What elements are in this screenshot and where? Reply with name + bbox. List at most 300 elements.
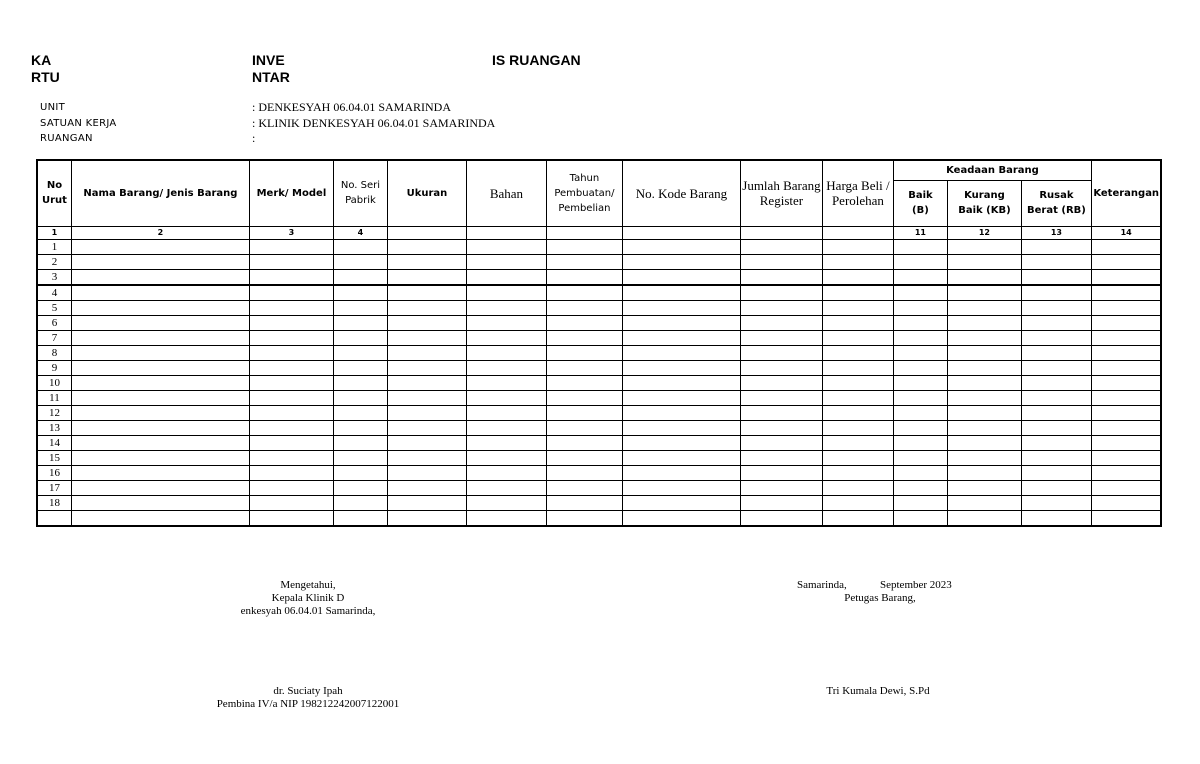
table-cell	[893, 465, 947, 480]
table-cell	[466, 495, 546, 510]
table-cell	[249, 420, 333, 435]
table-cell	[893, 254, 947, 269]
table-cell	[893, 480, 947, 495]
table-row	[37, 495, 1161, 510]
row-number: 14	[37, 435, 71, 450]
table-cell	[1021, 300, 1091, 315]
table-cell	[249, 480, 333, 495]
table-cell	[822, 254, 893, 269]
table-cell	[71, 330, 249, 345]
row-number: 6	[37, 315, 71, 330]
table-cell	[387, 254, 466, 269]
table-cell	[740, 360, 822, 375]
table-cell	[893, 390, 947, 405]
table-cell	[249, 330, 333, 345]
inventory-table	[36, 159, 1162, 527]
table-cell	[740, 435, 822, 450]
column-number: 12	[947, 226, 1021, 239]
table-cell	[947, 495, 1021, 510]
table-cell	[1091, 315, 1161, 330]
table-cell	[947, 239, 1021, 254]
table-cell	[249, 269, 333, 285]
table-cell	[466, 375, 546, 390]
table-cell	[1091, 465, 1161, 480]
table-cell	[71, 495, 249, 510]
table-cell	[546, 330, 622, 345]
table-cell	[893, 285, 947, 301]
header-jumlah-barang: Jumlah Barang Register	[740, 160, 822, 226]
table-cell	[249, 450, 333, 465]
left-mengetahui: Mengetahui,	[280, 579, 336, 591]
table-cell	[249, 285, 333, 301]
left-nip: Pembina IV/a NIP 198212242007122001	[216, 698, 400, 710]
table-cell	[466, 390, 546, 405]
table-row	[37, 330, 1161, 345]
table-cell	[387, 480, 466, 495]
table-cell	[546, 315, 622, 330]
table-cell	[822, 495, 893, 510]
table-cell	[71, 285, 249, 301]
left-name: dr. Suciaty Ipah	[273, 685, 343, 697]
table-cell	[1091, 239, 1161, 254]
table-cell	[71, 375, 249, 390]
table-cell	[622, 450, 740, 465]
table-cell	[387, 330, 466, 345]
table-cell	[466, 239, 546, 254]
table-cell	[947, 465, 1021, 480]
table-cell	[387, 269, 466, 285]
table-cell	[71, 239, 249, 254]
table-cell	[387, 405, 466, 420]
table-cell	[622, 495, 740, 510]
signature-left	[168, 579, 448, 618]
meta-unit-value: : DENKESYAH 06.04.01 SAMARINDA	[252, 100, 452, 114]
column-number: 3	[249, 226, 333, 239]
table-cell	[249, 375, 333, 390]
right-date: September 2023	[880, 579, 952, 591]
title-middle	[252, 52, 290, 86]
table-cell	[1021, 405, 1091, 420]
table-cell	[947, 435, 1021, 450]
table-cell	[947, 330, 1021, 345]
table-cell	[740, 390, 822, 405]
table-cell	[546, 450, 622, 465]
table-row	[37, 300, 1161, 315]
table-cell	[546, 300, 622, 315]
left-unit: enkesyah 06.04.01 Samarinda,	[240, 605, 376, 617]
table-cell	[387, 315, 466, 330]
table-cell	[71, 315, 249, 330]
table-row	[37, 269, 1161, 285]
row-number: 18	[37, 495, 71, 510]
table-cell	[1091, 269, 1161, 285]
table-cell	[822, 360, 893, 375]
column-number	[622, 226, 740, 239]
table-cell	[466, 345, 546, 360]
table-row	[37, 390, 1161, 405]
table-cell	[822, 510, 893, 526]
table-cell	[622, 239, 740, 254]
title-right-line1: IS RUANGAN	[492, 52, 581, 68]
table-cell	[1021, 285, 1091, 301]
table-cell	[71, 450, 249, 465]
table-cell	[71, 480, 249, 495]
table-cell	[622, 254, 740, 269]
table-cell	[333, 239, 387, 254]
column-number: 11	[893, 226, 947, 239]
header-keterangan: Keterangan	[1091, 160, 1161, 226]
meta-ruangan-value: :	[252, 131, 256, 145]
table-cell	[893, 450, 947, 465]
table-cell	[947, 390, 1021, 405]
table-cell	[387, 495, 466, 510]
right-place: Samarinda,	[797, 579, 847, 591]
table-cell	[822, 345, 893, 360]
table-cell	[740, 269, 822, 285]
left-kepala: Kepala Klinik D	[271, 592, 345, 604]
table-cell	[1021, 315, 1091, 330]
table-cell	[822, 480, 893, 495]
header-tahun: Tahun Pembuatan/ Pembelian	[546, 160, 622, 226]
table-cell	[466, 269, 546, 285]
right-role: Petugas Barang,	[844, 592, 916, 604]
table-cell	[740, 285, 822, 301]
table-cell	[622, 315, 740, 330]
table-cell	[466, 360, 546, 375]
signature-left-name-block	[168, 685, 448, 711]
table-cell	[466, 315, 546, 330]
table-cell	[249, 315, 333, 330]
table-cell	[893, 510, 947, 526]
table-row	[37, 435, 1161, 450]
table-cell	[71, 390, 249, 405]
table-cell	[546, 465, 622, 480]
row-number	[37, 510, 71, 526]
table-cell	[333, 345, 387, 360]
table-cell	[740, 480, 822, 495]
table-cell	[466, 285, 546, 301]
header-nama-barang: Nama Barang/ Jenis Barang	[71, 160, 249, 226]
title-left	[31, 52, 60, 86]
table-cell	[622, 360, 740, 375]
table-cell	[387, 420, 466, 435]
row-number: 13	[37, 420, 71, 435]
table-cell	[333, 315, 387, 330]
table-cell	[947, 285, 1021, 301]
table-cell	[822, 435, 893, 450]
table-cell	[947, 300, 1021, 315]
table-row	[37, 510, 1161, 526]
table-cell	[249, 345, 333, 360]
table-cell	[822, 239, 893, 254]
header-no-seri: No. Seri Pabrik	[333, 160, 387, 226]
table-cell	[546, 390, 622, 405]
table-cell	[822, 330, 893, 345]
title-right	[492, 52, 581, 69]
table-row	[37, 450, 1161, 465]
table-cell	[333, 285, 387, 301]
table-cell	[822, 375, 893, 390]
table-cell	[893, 300, 947, 315]
table-row	[37, 360, 1161, 375]
header-kode-barang: No. Kode Barang	[622, 160, 740, 226]
table-cell	[249, 390, 333, 405]
table-cell	[1021, 465, 1091, 480]
table-cell	[947, 254, 1021, 269]
table-cell	[387, 375, 466, 390]
table-row	[37, 405, 1161, 420]
header-no-urut: No Urut	[37, 160, 71, 226]
table-cell	[1021, 480, 1091, 495]
table-cell	[546, 239, 622, 254]
table-cell	[333, 300, 387, 315]
table-cell	[71, 269, 249, 285]
table-cell	[71, 510, 249, 526]
table-cell	[333, 390, 387, 405]
table-row	[37, 315, 1161, 330]
table-cell	[71, 254, 249, 269]
header-keadaan-barang: Keadaan Barang	[893, 160, 1091, 180]
table-cell	[1021, 450, 1091, 465]
table-cell	[622, 510, 740, 526]
table-cell	[249, 360, 333, 375]
column-number: 14	[1091, 226, 1161, 239]
table-cell	[333, 360, 387, 375]
header-ukuran: Ukuran	[387, 160, 466, 226]
table-cell	[947, 510, 1021, 526]
table-cell	[622, 300, 740, 315]
table-cell	[466, 420, 546, 435]
column-number-row	[37, 226, 1161, 239]
row-number: 8	[37, 345, 71, 360]
table-cell	[333, 495, 387, 510]
column-number: 4	[333, 226, 387, 239]
table-cell	[740, 239, 822, 254]
table-row	[37, 480, 1161, 495]
table-cell	[622, 405, 740, 420]
row-number: 2	[37, 254, 71, 269]
table-cell	[622, 285, 740, 301]
table-cell	[622, 330, 740, 345]
table-cell	[333, 480, 387, 495]
table-cell	[822, 450, 893, 465]
table-cell	[466, 300, 546, 315]
table-cell	[466, 330, 546, 345]
table-cell	[622, 480, 740, 495]
table-cell	[1021, 420, 1091, 435]
table-cell	[822, 300, 893, 315]
table-cell	[822, 405, 893, 420]
table-cell	[466, 510, 546, 526]
table-cell	[1091, 300, 1161, 315]
table-cell	[71, 435, 249, 450]
table-cell	[1021, 345, 1091, 360]
table-cell	[740, 405, 822, 420]
table-cell	[1091, 254, 1161, 269]
table-cell	[333, 405, 387, 420]
table-cell	[466, 450, 546, 465]
table-cell	[893, 420, 947, 435]
table-cell	[333, 465, 387, 480]
table-cell	[622, 269, 740, 285]
table-cell	[387, 435, 466, 450]
table-cell	[893, 360, 947, 375]
table-cell	[546, 510, 622, 526]
table-cell	[1091, 390, 1161, 405]
table-cell	[1091, 450, 1161, 465]
row-number: 5	[37, 300, 71, 315]
table-cell	[249, 465, 333, 480]
table-cell	[333, 510, 387, 526]
title-middle-line1: INVE	[252, 52, 285, 68]
table-cell	[466, 405, 546, 420]
column-number	[546, 226, 622, 239]
table-cell	[740, 254, 822, 269]
table-cell	[947, 450, 1021, 465]
table-cell	[1021, 330, 1091, 345]
row-number: 9	[37, 360, 71, 375]
table-cell	[249, 300, 333, 315]
table-cell	[1021, 239, 1091, 254]
table-cell	[740, 300, 822, 315]
table-row	[37, 375, 1161, 390]
table-row	[37, 345, 1161, 360]
row-number: 16	[37, 465, 71, 480]
title-left-line1: KA	[31, 52, 52, 68]
meta-unit-label: UNIT	[40, 102, 66, 113]
table-cell	[546, 375, 622, 390]
table-cell	[1091, 345, 1161, 360]
table-cell	[71, 300, 249, 315]
table-cell	[740, 330, 822, 345]
table-cell	[947, 360, 1021, 375]
table-cell	[822, 465, 893, 480]
right-name: Tri Kumala Dewi, S.Pd	[826, 685, 930, 697]
table-cell	[893, 435, 947, 450]
table-cell	[622, 375, 740, 390]
column-number: 2	[71, 226, 249, 239]
table-cell	[893, 495, 947, 510]
table-cell	[1021, 435, 1091, 450]
row-number: 11	[37, 390, 71, 405]
column-number: 1	[37, 226, 71, 239]
table-cell	[1021, 375, 1091, 390]
table-cell	[893, 405, 947, 420]
header-rusak-berat: Rusak Berat (RB)	[1021, 180, 1091, 226]
table-cell	[822, 285, 893, 301]
table-cell	[622, 420, 740, 435]
table-cell	[387, 360, 466, 375]
table-cell	[740, 345, 822, 360]
table-cell	[546, 345, 622, 360]
table-cell	[893, 375, 947, 390]
table-cell	[333, 420, 387, 435]
table-cell	[387, 450, 466, 465]
table-cell	[333, 269, 387, 285]
row-number: 15	[37, 450, 71, 465]
meta-satuan-label: SATUAN KERJA	[40, 118, 117, 129]
table-row	[37, 285, 1161, 301]
table-cell	[249, 405, 333, 420]
table-cell	[546, 480, 622, 495]
table-cell	[947, 405, 1021, 420]
table-cell	[387, 465, 466, 480]
table-cell	[466, 435, 546, 450]
table-cell	[1091, 360, 1161, 375]
table-cell	[1091, 435, 1161, 450]
table-cell	[387, 300, 466, 315]
table-cell	[71, 405, 249, 420]
table-cell	[893, 315, 947, 330]
table-cell	[947, 315, 1021, 330]
table-cell	[822, 315, 893, 330]
table-cell	[466, 254, 546, 269]
table-cell	[71, 465, 249, 480]
row-number: 1	[37, 239, 71, 254]
table-cell	[1091, 330, 1161, 345]
header-merk-model: Merk/ Model	[249, 160, 333, 226]
header-harga-beli: Harga Beli / Perolehan	[822, 160, 893, 226]
table-row	[37, 239, 1161, 254]
table-cell	[1091, 480, 1161, 495]
table-cell	[387, 239, 466, 254]
table-cell	[947, 420, 1021, 435]
row-number: 12	[37, 405, 71, 420]
table-cell	[546, 269, 622, 285]
table-cell	[546, 285, 622, 301]
header-kurang-baik: Kurang Baik (KB)	[947, 180, 1021, 226]
table-cell	[1091, 285, 1161, 301]
table-cell	[71, 420, 249, 435]
column-number	[466, 226, 546, 239]
table-cell	[71, 345, 249, 360]
table-row	[37, 254, 1161, 269]
table-cell	[622, 345, 740, 360]
table-cell	[822, 269, 893, 285]
table-cell	[249, 254, 333, 269]
title-middle-line2: NTAR	[252, 69, 290, 85]
table-cell	[893, 345, 947, 360]
title-left-line2: RTU	[31, 69, 60, 85]
table-cell	[947, 269, 1021, 285]
table-cell	[1021, 510, 1091, 526]
table-cell	[546, 360, 622, 375]
table-cell	[249, 495, 333, 510]
table-body	[37, 239, 1161, 526]
table-cell	[1091, 375, 1161, 390]
table-cell	[546, 254, 622, 269]
table-cell	[333, 375, 387, 390]
table-cell	[622, 465, 740, 480]
table-cell	[740, 450, 822, 465]
table-cell	[893, 269, 947, 285]
table-cell	[1091, 495, 1161, 510]
table-cell	[546, 420, 622, 435]
column-number	[740, 226, 822, 239]
table-cell	[466, 465, 546, 480]
table-cell	[740, 420, 822, 435]
row-number: 10	[37, 375, 71, 390]
table-cell	[71, 360, 249, 375]
table-cell	[893, 239, 947, 254]
table-row	[37, 465, 1161, 480]
table-cell	[546, 405, 622, 420]
table-cell	[1021, 254, 1091, 269]
table-cell	[1021, 495, 1091, 510]
table-cell	[333, 450, 387, 465]
table-cell	[622, 435, 740, 450]
table-cell	[387, 510, 466, 526]
